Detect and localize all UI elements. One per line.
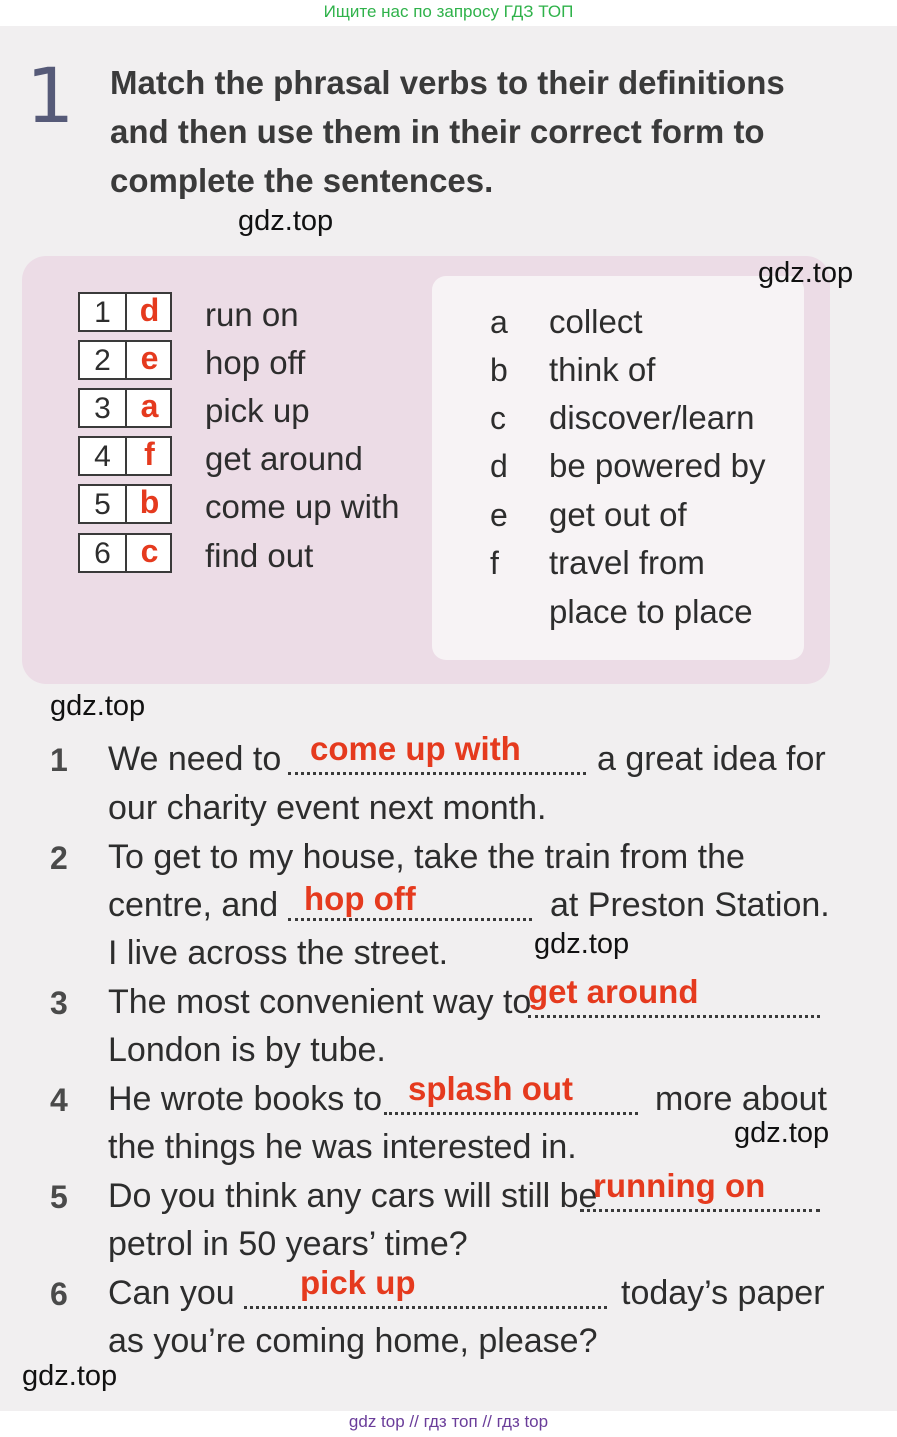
- sentence-text: centre, and: [108, 886, 279, 924]
- answer-blank[interactable]: [244, 1306, 607, 1309]
- definition-text-continued: place to place: [549, 593, 753, 630]
- sentence-text: We need to: [108, 740, 282, 778]
- sentence-text: a great idea for: [597, 740, 826, 778]
- answer-blank[interactable]: [580, 1209, 820, 1212]
- sentence-number: 4: [50, 1082, 68, 1118]
- answer-letter: c: [140, 533, 159, 569]
- bottom-banner: gdz top // гдз топ // гдз top: [348, 1412, 549, 1431]
- definition-text: think of: [549, 351, 656, 388]
- sentence-text: He wrote books to: [108, 1080, 383, 1118]
- item-number: 5: [94, 488, 111, 521]
- answer-blank[interactable]: [288, 772, 586, 775]
- watermark: gdz.top: [22, 1360, 118, 1392]
- phrasal-verb: get around: [205, 440, 363, 477]
- phrasal-verb: pick up: [205, 392, 310, 429]
- item-number: 1: [94, 296, 111, 329]
- sentence-number: 1: [50, 742, 68, 778]
- definition-text: discover/learn: [549, 399, 755, 436]
- answer-letter: b: [139, 484, 160, 520]
- item-number: 4: [94, 440, 111, 473]
- definition-text: get out of: [549, 496, 687, 533]
- exercise-number: 1: [26, 51, 73, 140]
- sentence-text: as you’re coming home, please?: [108, 1322, 598, 1360]
- sentence-text: at Preston Station.: [550, 886, 830, 924]
- definition-text: travel from: [549, 544, 705, 581]
- watermark: gdz.top: [758, 257, 854, 289]
- answer-box[interactable]: [78, 340, 172, 380]
- instruction-line: complete the sentences.: [110, 162, 494, 199]
- item-number: 3: [94, 392, 111, 425]
- answer-box[interactable]: [78, 292, 172, 332]
- sentence-number: 6: [50, 1276, 68, 1312]
- definition-letter: f: [490, 545, 499, 581]
- answer-blank[interactable]: [384, 1112, 638, 1115]
- sentence-text: more about: [655, 1080, 827, 1118]
- item-number: 2: [94, 344, 111, 377]
- answer-box[interactable]: [78, 388, 172, 428]
- answer-letter: d: [139, 292, 160, 328]
- answer-box[interactable]: [78, 533, 172, 573]
- sentence-text: Do you think any cars will still be: [108, 1177, 598, 1215]
- answer-letter: e: [140, 340, 159, 376]
- answer-box[interactable]: [78, 484, 172, 524]
- answer-blank[interactable]: [528, 1015, 820, 1018]
- watermark: gdz.top: [734, 1117, 830, 1149]
- filled-answer: splash out: [408, 1070, 574, 1107]
- answer-letter: f: [144, 436, 155, 472]
- sentence-number: 5: [50, 1179, 68, 1215]
- watermark: gdz.top: [50, 690, 146, 722]
- phrasal-verb: find out: [205, 537, 314, 574]
- answer-blank[interactable]: [288, 918, 532, 921]
- sentence-text: Can you: [108, 1274, 235, 1312]
- sentence-text: our charity event next month.: [108, 789, 547, 827]
- exercise-instruction: [110, 58, 800, 205]
- instruction-line: and then use them in their correct form to: [110, 113, 765, 150]
- definition-text: be powered by: [549, 447, 766, 484]
- sentence-text: To get to my house, take the train from the: [108, 838, 745, 876]
- sentence-text: today’s paper: [621, 1274, 825, 1312]
- filled-answer: running on: [593, 1167, 766, 1204]
- sentence-text: the things he was interested in.: [108, 1128, 577, 1166]
- definition-text: collect: [549, 303, 643, 340]
- sentence-number: 3: [50, 985, 68, 1021]
- definition-letter: e: [490, 497, 508, 533]
- sentence-text: I live across the street.: [108, 934, 449, 972]
- sentence-number: 2: [50, 840, 68, 876]
- instruction-line: Match the phrasal verbs to their definitions: [110, 64, 785, 101]
- definition-letter: b: [490, 352, 508, 388]
- filled-answer: come up with: [310, 730, 521, 767]
- phrasal-verb: come up with: [205, 488, 400, 525]
- answer-letter: a: [140, 388, 159, 424]
- phrasal-verb: run on: [205, 296, 299, 333]
- sentence-text: petrol in 50 years’ time?: [108, 1225, 468, 1263]
- answer-box[interactable]: [78, 436, 172, 476]
- watermark: gdz.top: [534, 928, 630, 960]
- phrasal-verb: hop off: [205, 344, 306, 381]
- definition-letter: c: [490, 400, 506, 436]
- sentence-text: The most convenient way to: [108, 983, 532, 1021]
- filled-answer: get around: [528, 973, 699, 1010]
- watermark: gdz.top: [238, 205, 334, 237]
- filled-answer: hop off: [304, 880, 416, 917]
- definition-letter: a: [490, 304, 508, 340]
- top-banner: Ищите нас по запросу ГДЗ ТОП: [323, 2, 574, 21]
- filled-answer: pick up: [300, 1264, 416, 1301]
- sentence-text: London is by tube.: [108, 1031, 386, 1069]
- definition-letter: d: [490, 448, 508, 484]
- item-number: 6: [94, 537, 111, 570]
